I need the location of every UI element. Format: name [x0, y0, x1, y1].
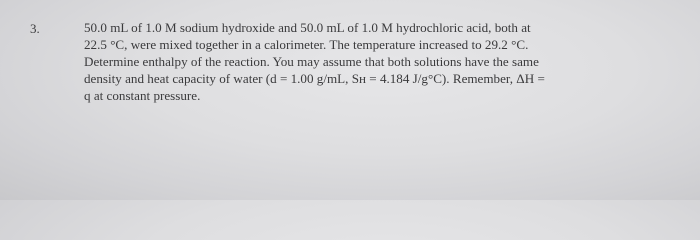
problem-text-line-4: density and heat capacity of water (d = 1.00 g/mL, Sʜ = 4.184 J/g°C). Remember, ΔH =	[84, 71, 545, 86]
problem-text-line-2: 22.5 °C, were mixed together in a calorimeter. The temperature increased to 29.2 °C.	[84, 37, 529, 52]
problem-text-line-1: 50.0 mL of 1.0 M sodium hydroxide and 50.0 mL of 1.0 M hydrochloric acid, both at	[84, 20, 531, 35]
problem-number: 3.	[30, 21, 40, 36]
problem-text-line-5: q at constant pressure.	[84, 88, 201, 103]
problem-text	[84, 19, 694, 104]
problem-text-line-3: Determine enthalpy of the reaction. You may assume that both solutions have the same	[84, 54, 539, 69]
